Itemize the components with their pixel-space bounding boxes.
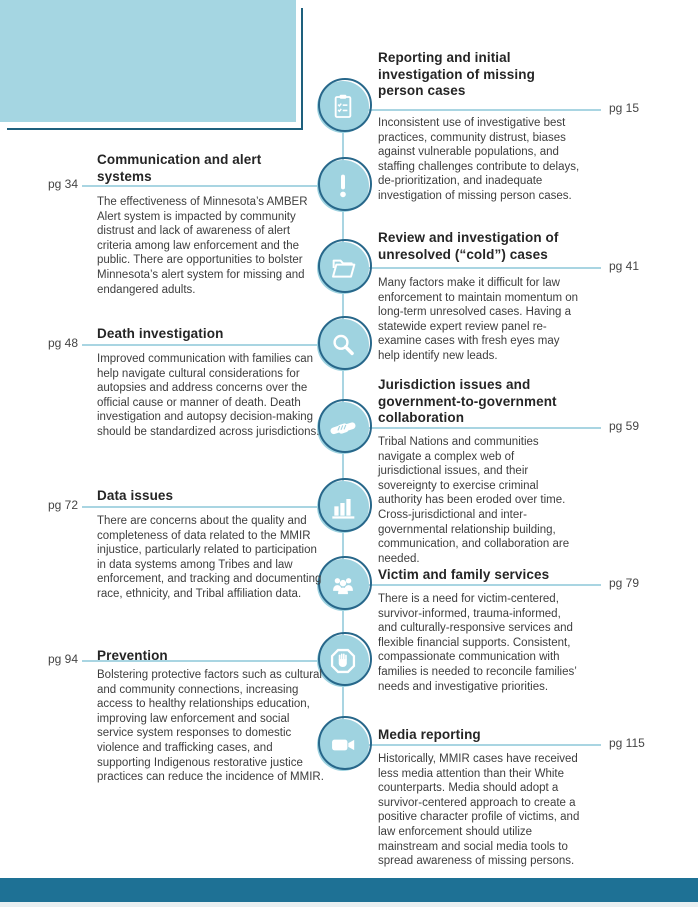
item-body-reporting: Inconsistent use of investigative best practices, community distrust, biases against vulnerable populations, and staffing challenges contribute to delays, de-prioritization, and inadequate investigation of missing person cases. [378,117,580,202]
bar-chart-icon [327,491,359,523]
connector-line [368,584,601,586]
page-ref: pg 115 [609,736,645,750]
connector-line [368,744,601,746]
connector-line [368,109,601,111]
item-body-jurisdiction: Tribal Nations and communities navigate a complex web of jurisdictional issues, and their sovereignty to exercise criminal authority has been eroded over time. Cross-jurisdictional and inter-governmental relationship building, communication, and collaboration are needed. [378,436,570,565]
magnifying-glass-icon [327,329,359,361]
connector-line [368,427,601,429]
open-folder-icon [327,252,359,284]
connector-line [368,267,601,269]
page-ref: pg 59 [609,419,640,433]
connector-line [82,506,318,508]
item-title-death-investigation: Death investigation [97,326,224,341]
page-ref: pg 41 [609,259,640,273]
header-box [0,0,296,122]
page-ref: pg 34 [47,177,78,191]
people-group-icon [327,569,359,601]
page-ref: pg 48 [47,336,78,350]
item-title-jurisdiction: Jurisdiction issues and government-to-government collaboration [378,377,557,425]
item-title-victim-services: Victim and family services [378,567,550,582]
item-title-cold-cases: Review and investigation of unresolved (“cold”) cases [378,230,559,262]
footer-bar [0,878,698,902]
item-body-communication-alerts: The effectiveness of Minnesota’s AMBER Alert system is impacted by community distrust and lack of awareness of alert criteria among law enforcement and the public. There are opportunities to bolster Minnesota’s alert system for missing and endangered adults. [97,196,308,296]
page-ref: pg 79 [609,576,640,590]
handshake-icon [327,412,359,444]
item-body-death-investigation: Improved communication with families can help navigate cultural considerations for autopsies and address concerns over the official cause or manner of death. Death investigation and autopsy decision-making should be standardized across jurisdictions. [97,353,320,438]
item-title-media-reporting: Media reporting [378,727,481,742]
item-body-data-issues: There are concerns about the quality and completeness of data related to the MMIR injustice, particularly related to participation in data systems among Tribes and law enforcement, and tracking and documenting race, ethnicity, and Tribal affiliation data. [97,515,322,600]
item-body-prevention: Bolstering protective factors such as cultural and community connections, increasing access to healthy relationships education, improving law enforcement and social service system responses to domestic violence and trafficking cases, and supporting Indigenous restorative justice practices can reduce the incidence of MMIR. [97,669,324,784]
video-camera-icon [327,729,359,761]
connector-line [82,344,318,346]
page-ref: pg 94 [47,652,78,666]
item-title-communication-alerts: Communication and alert systems [97,152,262,184]
item-body-victim-services: There is a need for victim-centered, survivor-informed, trauma-informed, and culturally-responsive services and flexible financial supports. Consistent, compassionate communication with families is needed to reconcile families’ needs and investigative priorities. [378,593,577,693]
item-title-prevention: Prevention [97,648,168,663]
page-ref: pg 15 [609,101,640,115]
item-body-media-reporting: Historically, MMIR cases have received less media attention than their White counterparts. Media should adopt a survivor-centered approach to create a positive character profile of victims, and law enforcement should utilize mainstream and social media tools to spread awareness of missing persons. [378,753,580,868]
connector-line [82,185,318,187]
page-ref: pg 72 [47,498,78,512]
stop-hand-icon [327,645,359,677]
item-title-data-issues: Data issues [97,488,174,503]
alert-exclamation-icon [327,170,359,202]
page-bottom-edge [0,902,698,907]
item-body-cold-cases: Many factors make it difficult for law enforcement to maintain momentum on long-term unresolved cases. Having a statewide expert review panel re-examine cases with fresh eyes may help identify new leads. [378,277,579,362]
item-title-reporting: Reporting and initial investigation of missing person cases [378,50,535,98]
clipboard-checklist-icon [327,91,359,123]
timeline-node-1 [317,81,369,133]
